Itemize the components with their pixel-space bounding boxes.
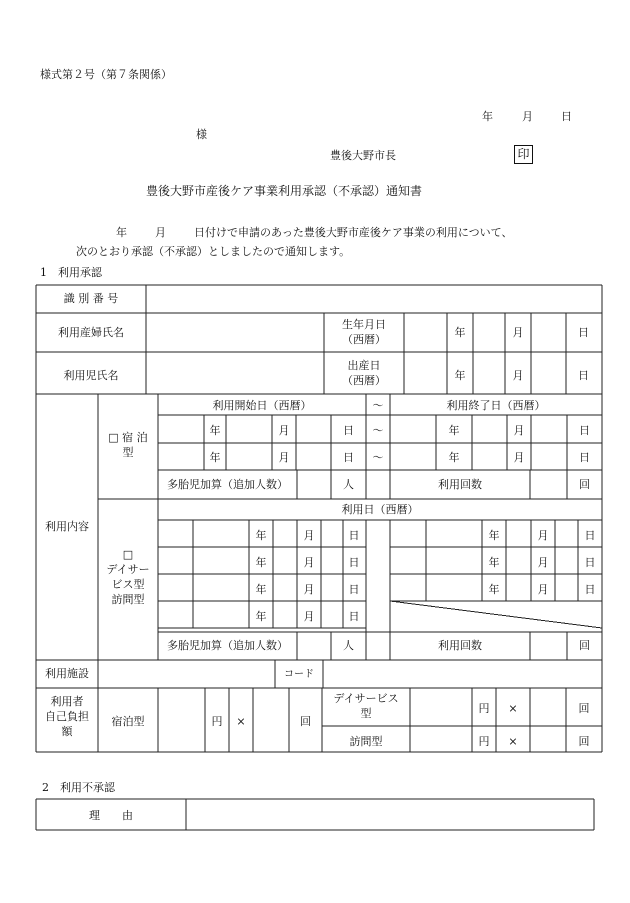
- left4-day-label: 日: [348, 610, 360, 623]
- mother-birthdate-label: 生年月日 （西暦）: [342, 318, 386, 346]
- facility-label: 利用施設: [45, 667, 89, 680]
- left2-day-label: 日: [348, 556, 360, 569]
- day-person-unit: 人: [343, 639, 354, 652]
- stay1-start-year-label: 年: [209, 424, 221, 437]
- copay-visit-label: 訪問型: [349, 735, 383, 748]
- section-approval-heading: 1 利用承認: [40, 266, 102, 279]
- addressee-suffix: 様: [196, 128, 207, 141]
- left3-day-label: 日: [348, 583, 360, 596]
- usage-content-label: 利用内容: [45, 520, 89, 533]
- stay2-start-year-label: 年: [209, 451, 221, 464]
- date-year-label: 年: [482, 110, 493, 123]
- copay-day-times-unit: 回: [578, 702, 590, 715]
- stay1-end-day-label: 日: [579, 424, 590, 437]
- issuer-name: 豊後大野市長: [330, 149, 396, 162]
- seal-stamp: 印: [514, 145, 533, 164]
- right1-month-label: 月: [537, 529, 549, 542]
- child-birth-day-label: 日: [578, 369, 589, 382]
- day-multi-birth-label: 多胎児加算（追加人数）: [167, 639, 288, 652]
- mother-name-label: 利用産婦氏名: [58, 326, 124, 339]
- stay1-end-month-label: 月: [513, 424, 525, 437]
- copay-label: 利用者 自己負担 額: [45, 695, 89, 738]
- copay-stay-type-label: 宿泊型: [111, 715, 145, 728]
- stay1-start-month-label: 月: [278, 424, 290, 437]
- stay1-tilde: ～: [372, 424, 384, 437]
- copay-visit-times-sign: ×: [508, 735, 518, 748]
- child-birth-month-label: 月: [512, 369, 524, 382]
- left1-year-label: 年: [255, 529, 267, 542]
- right1-year-label: 年: [488, 529, 500, 542]
- day-visit-type-checkbox-label: □ デイサー ビス型 訪問型: [106, 548, 150, 606]
- stay2-tilde: ～: [372, 451, 384, 464]
- code-label: コード: [284, 669, 314, 680]
- right2-year-label: 年: [488, 556, 500, 569]
- child-name-label: 利用児氏名: [63, 369, 119, 382]
- stay2-start-month-label: 月: [278, 451, 290, 464]
- stay-multi-birth-label: 多胎児加算（追加人数）: [167, 478, 288, 491]
- stay2-end-day-label: 日: [579, 451, 590, 464]
- stay2-end-year-label: 年: [448, 451, 460, 464]
- grid-line: [390, 601, 602, 628]
- intro-text-line2: 次のとおり承認（不承認）としましたので通知します。: [76, 245, 351, 258]
- document-title: 豊後大野市産後ケア事業利用承認（不承認）通知書: [146, 184, 423, 198]
- left3-year-label: 年: [255, 583, 267, 596]
- stay-times-unit: 回: [579, 478, 590, 491]
- right2-day-label: 日: [584, 556, 596, 569]
- copay-stay-times-unit: 回: [300, 715, 311, 728]
- intro-text-line1: 日付けで申請のあった豊後大野市産後ケア事業の利用について、: [194, 226, 513, 239]
- day-times-unit: 回: [579, 639, 590, 652]
- left1-day-label: 日: [348, 529, 360, 542]
- right1-day-label: 日: [584, 529, 596, 542]
- left2-year-label: 年: [255, 556, 267, 569]
- stay2-end-month-label: 月: [513, 451, 525, 464]
- copay-visit-yen: 円: [478, 735, 490, 748]
- end-date-header: 利用終了日（西暦）: [446, 399, 546, 412]
- right3-day-label: 日: [584, 583, 596, 596]
- stay2-start-day-label: 日: [343, 451, 354, 464]
- mother-birth-day-label: 日: [578, 326, 589, 339]
- copay-stay-times-sign: ×: [236, 715, 246, 728]
- left1-month-label: 月: [303, 529, 315, 542]
- stay1-end-year-label: 年: [448, 424, 460, 437]
- section-rejection-heading: 2 利用不承認: [42, 781, 115, 794]
- tilde-header: ～: [372, 399, 384, 412]
- stay1-start-day-label: 日: [343, 424, 354, 437]
- stay-person-unit: 人: [343, 478, 354, 491]
- intro-month: 月: [155, 226, 166, 239]
- form-number: 様式第２号（第７条関係）: [40, 68, 172, 81]
- left3-month-label: 月: [303, 583, 315, 596]
- stay-use-count-label: 利用回数: [438, 478, 482, 491]
- left4-month-label: 月: [303, 610, 315, 623]
- mother-birth-year-label: 年: [454, 326, 466, 339]
- copay-visit-times-unit: 回: [578, 735, 590, 748]
- reason-label: 理 由: [89, 809, 133, 822]
- date-month-label: 月: [522, 110, 533, 123]
- date-day-label: 日: [561, 110, 572, 123]
- left4-year-label: 年: [255, 610, 267, 623]
- child-birth-year-label: 年: [454, 369, 466, 382]
- copay-stay-yen: 円: [211, 715, 223, 728]
- right3-year-label: 年: [488, 583, 500, 596]
- copay-day-yen: 円: [478, 702, 490, 715]
- copay-day-service-label: デイサービス 型: [333, 692, 399, 720]
- left2-month-label: 月: [303, 556, 315, 569]
- mother-birth-month-label: 月: [512, 326, 524, 339]
- id-number-label: 識 別 番 号: [63, 292, 119, 305]
- stay-type-checkbox-label: □ 宿 泊 型: [108, 431, 148, 459]
- start-date-header: 利用開始日（西暦）: [212, 399, 312, 412]
- copay-day-times-sign: ×: [508, 702, 518, 715]
- day-use-count-label: 利用回数: [438, 639, 482, 652]
- right3-month-label: 月: [537, 583, 549, 596]
- child-birthdate-label: 出産日 （西暦）: [342, 359, 386, 387]
- right2-month-label: 月: [537, 556, 549, 569]
- use-date-header: 利用日（西暦）: [341, 503, 419, 516]
- intro-year: 年: [116, 226, 127, 239]
